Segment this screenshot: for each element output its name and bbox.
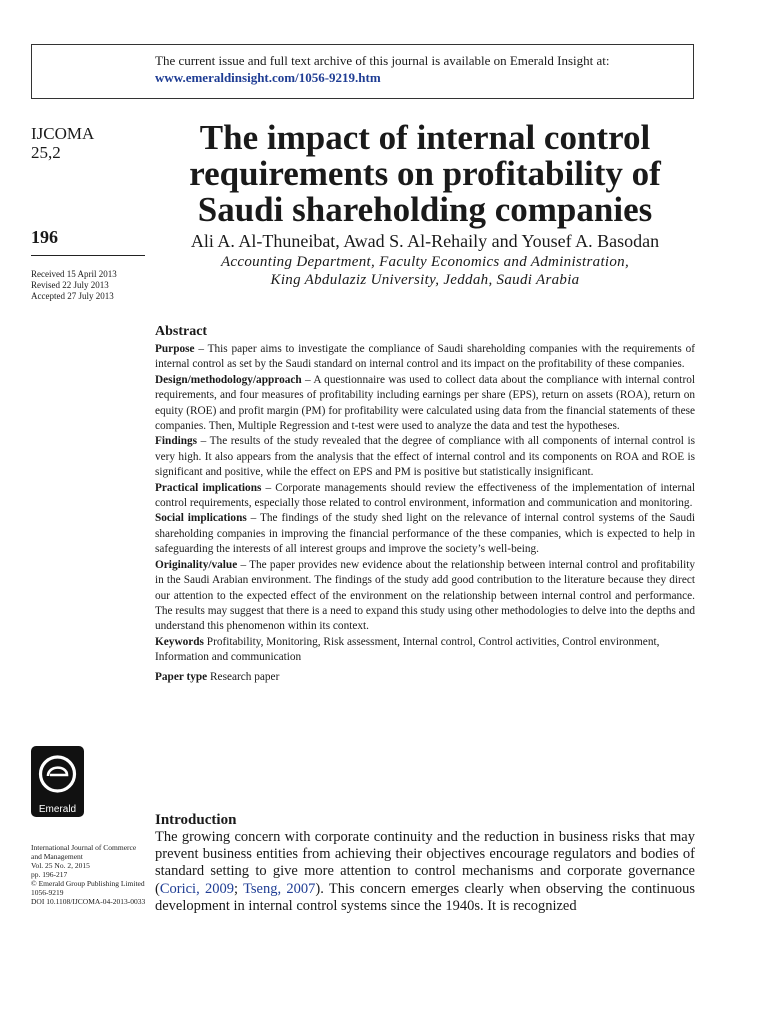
abstract-purpose-text: This paper aims to investigate the compliance of Saudi shareholding companies with the requirements of internal control as set by the Saudi standard on internal control and its impact on the profitability of these companies.: [155, 343, 696, 371]
abstract-section: [155, 324, 695, 685]
keywords-label: Keywords: [155, 635, 204, 648]
journal-info-line: and Management: [31, 852, 83, 861]
keywords-list: Profitability, Monitoring, Risk assessment, Internal control, Control activities, Control environment, Information and communication: [155, 635, 660, 664]
abstract-heading: Abstract: [155, 324, 208, 339]
journal-info-line: Vol. 25 No. 2, 2015: [31, 861, 90, 870]
abstract-practical-text: Corporate managements should review the effectiveness of the implementation of internal control requirements, especially those related to control environment, information and communication and monitoring.: [155, 481, 696, 510]
journal-info-line: 1056-9219: [31, 888, 64, 897]
journal-info: [31, 843, 151, 906]
abstract-findings-text: The results of the study revealed that the degree of compliance with all components of internal control is very high. It also appears from the analysis that the effect of internal control and its components on ROA and ROE is significant and positive, while the effect on EPS and PM is positive but statistically insignificant.: [155, 435, 696, 479]
emerald-logo: [31, 746, 84, 817]
emerald-e-icon: [31, 746, 84, 802]
abstract-practical-label: Practical implications: [155, 481, 262, 494]
abstract-design: Design/methodology/approach – A questionnaire was used to collect data about the compliance with internal control requirements, and four measures of profitability including earnings per share (EPS), return on assets (ROA), return on equity (ROE) and profit margin (PM) for profitability were calculated using data from the financial statements of these companies. Then, Multiple Regression and t-test were used to analyze the data and test the hypotheses.: [155, 373, 695, 433]
citation-link[interactable]: Corici, 2009: [159, 880, 234, 897]
paper-type: [155, 670, 695, 685]
abstract-social-text: The findings of the study shed light on the relevance of internal control systems of the Saudi shareholding companies in improving the financial performance of the these companies, which is expected to help in safeguarding the interests of all interest groups and improve the society’s well-being.: [155, 512, 695, 556]
abstract-originality-text: The paper provides new evidence about the relationship between internal control and profitability in the Saudi Arabian environment. The findings of the study add good contribution to the literature because they direct our attention to the expected effect of the environment on the relationship between internal control and performance. The results may suggest that there is a need to expand this study using other methodologies to delve into the depths and understand this phenomenon within its context.: [155, 558, 695, 633]
keywords: [155, 635, 695, 666]
abstract-design-label: Design/methodology/approach: [155, 373, 302, 386]
abstract-social: Social implications – The findings of the study shed light on the relevance of internal control systems of the Saudi shareholding companies in improving the financial performance of the these companies, which is expected to help in safeguarding the interests of all interest groups and improve the society’s well-being.: [155, 512, 695, 556]
paper-type-value: Research paper: [210, 670, 280, 683]
journal-info-line: pp. 196-217: [31, 870, 68, 879]
journal-doi[interactable]: DOI 10.1108/IJCOMA-04-2013-0033: [31, 897, 146, 906]
paper-type-label: Paper type: [155, 670, 208, 683]
journal-url-link[interactable]: www.emeraldinsight.com/1056-9219.htm: [155, 70, 381, 85]
revised-date: Revised 22 July 2013: [31, 280, 109, 290]
citation-link[interactable]: Tseng, 2007: [243, 880, 316, 897]
journal-info-line: International Journal of Commerce: [31, 843, 137, 852]
access-notice-text: The current issue and full text archive of this journal is available on Emerald Insight at:: [155, 53, 610, 68]
article-title: The impact of internal control requirements on profitability of Saudi shareholding companies: [189, 118, 661, 229]
abstract-originality: Originality/value – The paper provides new evidence about the relationship between internal control and profitability in the Saudi Arabian environment. The findings of the study add good contribution to the literature because they direct our attention to the expected effect of the environment on the relationship between internal control and performance. The results may suggest that there is a need to expand this study using other methodologies to delve into the depths and understand this phenomenon within its context.: [155, 558, 695, 633]
introduction-body: The growing concern with corporate continuity and the reduction in business risks that may prevent business entities from achieving their objectives encourage regulators and bodies of standard setting to give more attention to control mechanisms and corporate governance (Corici, 2009; Tseng, 2007). This concern emerges clearly when observing the continuous development in internal control systems since the 1940s. It is recognized: [155, 829, 695, 914]
abstract-findings: Findings – The results of the study revealed that the degree of compliance with all components of internal control is very high. It also appears from the analysis that the effect of internal control and its components on ROA and ROE is significant and positive, while the effect on EPS and PM is positive but statistically insignificant.: [155, 435, 696, 479]
accepted-date: Accepted 27 July 2013: [31, 291, 114, 301]
introduction-heading: Introduction: [155, 812, 237, 828]
article-history: [31, 269, 117, 302]
journal-abbr-name: IJCOMA: [31, 124, 95, 143]
affiliation-line-2: King Abdulaziz University, Jeddah, Saudi Arabia: [270, 272, 580, 288]
abstract-practical: Practical implications – Corporate managements should review the effectiveness of the implementation of internal control requirements, especially those related to control environment, information and communication and monitoring.: [155, 481, 696, 510]
article-authors: Ali A. Al-Thuneibat, Awad S. Al-Rehaily and Yousef A. Basodan: [190, 231, 660, 251]
abstract-purpose-label: Purpose: [155, 343, 195, 355]
affiliation-line-1: Accounting Department, Faculty Economics and Administration,: [220, 254, 630, 270]
journal-info-line: © Emerald Group Publishing Limited: [31, 879, 145, 888]
abstract-social-label: Social implications: [155, 512, 247, 525]
abstract-findings-label: Findings: [155, 435, 198, 448]
access-notice-box: [31, 44, 694, 99]
journal-volume-issue: 25,2: [31, 143, 61, 162]
journal-abbreviation: [31, 124, 94, 162]
received-date: Received 15 April 2013: [31, 269, 117, 279]
page-number: 196: [31, 227, 58, 247]
abstract-design-text: A questionnaire was used to collect data about the compliance with internal control requirements, and four measures of profitability including earnings per share (EPS), return on assets (ROA), return on equity (ROE) and profit margin (PM) for profitability were calculated using data from the financial statements of these companies. Then, Multiple Regression and t-test were used to analyze the data and test the hypotheses.: [155, 373, 695, 433]
abstract-purpose: Purpose – This paper aims to investigate the compliance of Saudi shareholding companies with the requirements of internal control as set by the Saudi standard on internal control and its impact on the profitability of these companies.: [155, 343, 696, 371]
emerald-logo-text: Emerald: [38, 804, 77, 815]
author-affiliation: [155, 253, 695, 289]
sidebar-divider: [31, 255, 145, 256]
abstract-originality-label: Originality/value: [155, 558, 238, 571]
